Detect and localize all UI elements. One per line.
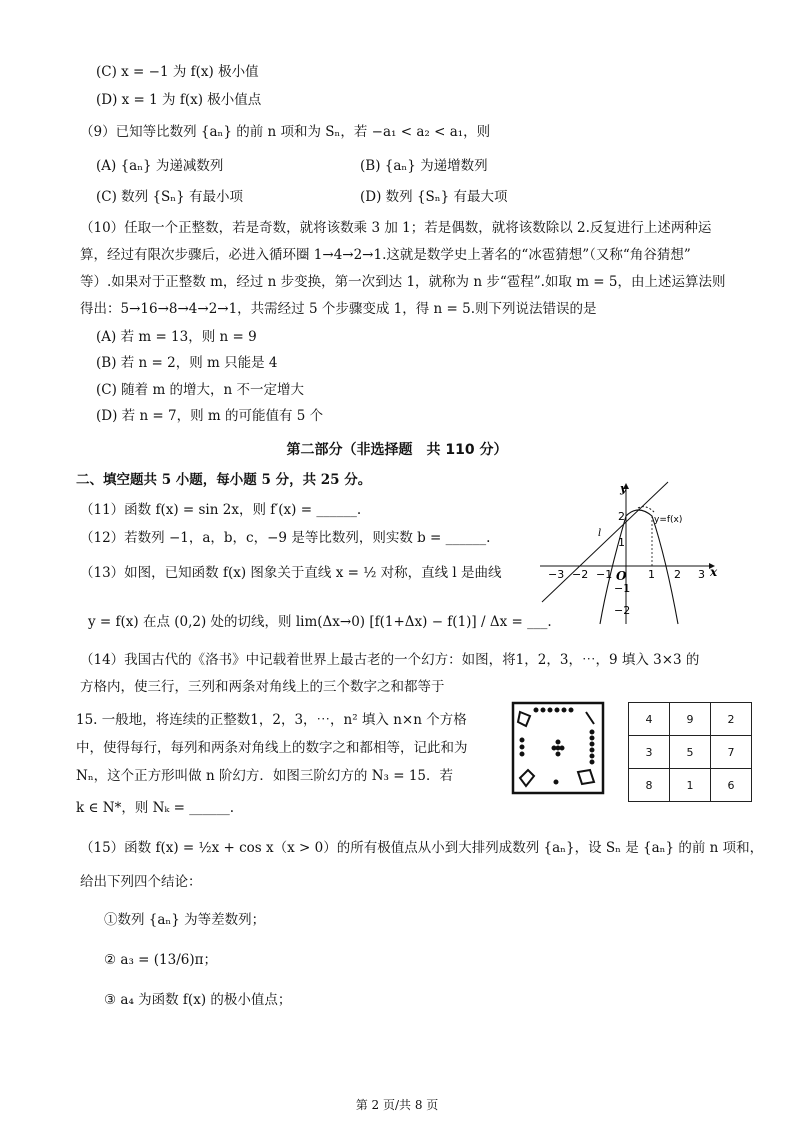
magic-cell: 1 (670, 769, 711, 802)
q10-option-c: (C) 随着 m 的增大，n 不一定增大 (96, 382, 305, 398)
q14-stem-5: Nₙ，这个正方形叫做 n 阶幻方．如图三阶幻方的 N₃ = 15．若 (76, 768, 454, 784)
q9-option-d: (D) 数列 {Sₙ} 有最大项 (360, 189, 508, 205)
q10-stem-4: 得出：5→16→8→4→2→1，共需经过 5 个步骤变成 1，得 n = 5.则下列说法错误的是 (80, 301, 597, 317)
curve-dashed-top (638, 507, 654, 512)
q15-stem-2: 给出下列四个结论： (80, 874, 202, 890)
q14-stem-6: k ∈ N*，则 Nₖ = ______. (76, 800, 235, 816)
conclusion-2: ② a₃ = (13/6)π； (104, 952, 217, 968)
q12: （12）若数列 −1，a，b，c，−9 是等比数列，则实数 b = ______. (80, 530, 491, 546)
x-tick-neg1: −1 (596, 568, 613, 581)
q10-stem-2: 算，经过有限次步骤后，必进入循环圈 1→4→2→1.这就是数学史上著名的“冰雹猜想”（又称“角谷猜想” (80, 247, 691, 263)
magic-cell: 8 (629, 769, 670, 802)
x-axis-label: x (710, 565, 718, 579)
conclusion-3: ③ a₄ 为函数 f(x) 的极小值点； (104, 992, 292, 1008)
curve-label: y=f(x) (654, 515, 683, 525)
q10-option-b: (B) 若 n = 2，则 m 只能是 4 (96, 355, 278, 371)
conclusion-1: ①数列 {aₙ} 为等差数列； (104, 912, 266, 928)
q8-option-d: (D) x = 1 为 f(x) 极小值点 (96, 92, 262, 108)
tangent-line-l (542, 482, 668, 602)
y-tick-neg1: −1 (614, 582, 631, 595)
magic-cell: 4 (629, 703, 670, 736)
y-axis-label: y (620, 482, 627, 495)
q15-stem-1: （15）函数 f(x) = ½x + cos x（x > 0）的所有极值点从小到大排列成数列 {aₙ}，设 Sₙ 是 {aₙ} 的前 n 项和， (80, 840, 764, 856)
y-tick-2: 2 (618, 510, 625, 523)
table-row (629, 736, 752, 769)
magic-cell: 6 (711, 769, 752, 802)
magic-cell: 2 (711, 703, 752, 736)
q14-stem-3: 15. 一般地，将连续的正整数1，2，3，⋯，n² 填入 n×n 个方格 (76, 712, 467, 728)
q14-stem-2: 方格内，使三行，三列和两条对角线上的三个数字之和都等于 (80, 679, 445, 695)
q10-option-d: (D) 若 n = 7，则 m 的可能值有 5 个 (96, 408, 324, 424)
curve-f (600, 510, 678, 624)
y-tick-1: 1 (618, 536, 625, 549)
q13-stem-2: y = f(x) 在点 (0,2) 处的切线，则 lim(Δx→0) [f(1+Δx) − f(1)] / Δx = ___. (88, 614, 552, 630)
x-tick-neg3: −3 (548, 568, 565, 581)
x-tick-3: 3 (698, 568, 705, 581)
q9-option-b: (B) {aₙ} 为递增数列 (360, 158, 488, 174)
origin-label: O (616, 569, 627, 583)
magic-cell: 9 (670, 703, 711, 736)
q10-stem-3: 等）.如果对于正整数 m，经过 n 步变换，第一次到达 1，就称为 n 步“雹程”.如取 m = 5，由上述运算法则 (80, 274, 726, 290)
page-footer: 第 2 页/共 8 页 (355, 1098, 439, 1112)
x-tick-neg2: −2 (572, 568, 589, 581)
y-tick-neg2: −2 (614, 604, 631, 617)
magic-cell: 7 (711, 736, 752, 769)
line-label: l (598, 528, 602, 539)
q8-option-c: (C) x = −1 为 f(x) 极小值 (96, 64, 259, 80)
luoshu-diagram (510, 700, 606, 796)
x-tick-2: 2 (674, 568, 681, 581)
q10-stem-1: （10）任取一个正整数，若是奇数，就将该数乘 3 加 1；若是偶数，就将该数除以 2.反复进行上述两种运 (80, 220, 712, 236)
q9-option-a: (A) {aₙ} 为递减数列 (96, 158, 224, 174)
table-row (629, 769, 752, 802)
q10-option-a: (A) 若 m = 13，则 n = 9 (96, 329, 257, 345)
q11: （11）函数 f(x) = sin 2x，则 f′(x) = ______. (80, 502, 362, 518)
magic-square-table (628, 702, 752, 802)
q13-stem-1: （13）如图，已知函数 f(x) 图象关于直线 x = ½ 对称，直线 l 是曲线 (80, 565, 502, 581)
section2-heading: 二、填空题共 5 小题，每小题 5 分，共 25 分。 (76, 472, 372, 488)
part2-title: 第二部分（非选择题 共 110 分） (286, 442, 508, 458)
magic-cell: 3 (629, 736, 670, 769)
q14-stem-4: 中，使得每行，每列和两条对角线上的数字之和都相等，记此和为 (76, 740, 468, 756)
q14-stem-1: （14）我国古代的《洛书》中记载着世界上最古老的一个幻方：如图，将1，2，3，⋯，9 填入 3×3 的 (80, 652, 700, 668)
magic-cell: 5 (670, 736, 711, 769)
function-graph (540, 478, 720, 628)
q9-stem: （9）已知等比数列 {aₙ} 的前 n 项和为 Sₙ，若 −a₁ < a₂ < a₁，则 (80, 124, 491, 140)
luoshu-dots (518, 708, 594, 786)
table-row (629, 703, 752, 736)
x-tick-1: 1 (648, 568, 655, 581)
q9-option-c: (C) 数列 {Sₙ} 有最小项 (96, 189, 244, 205)
